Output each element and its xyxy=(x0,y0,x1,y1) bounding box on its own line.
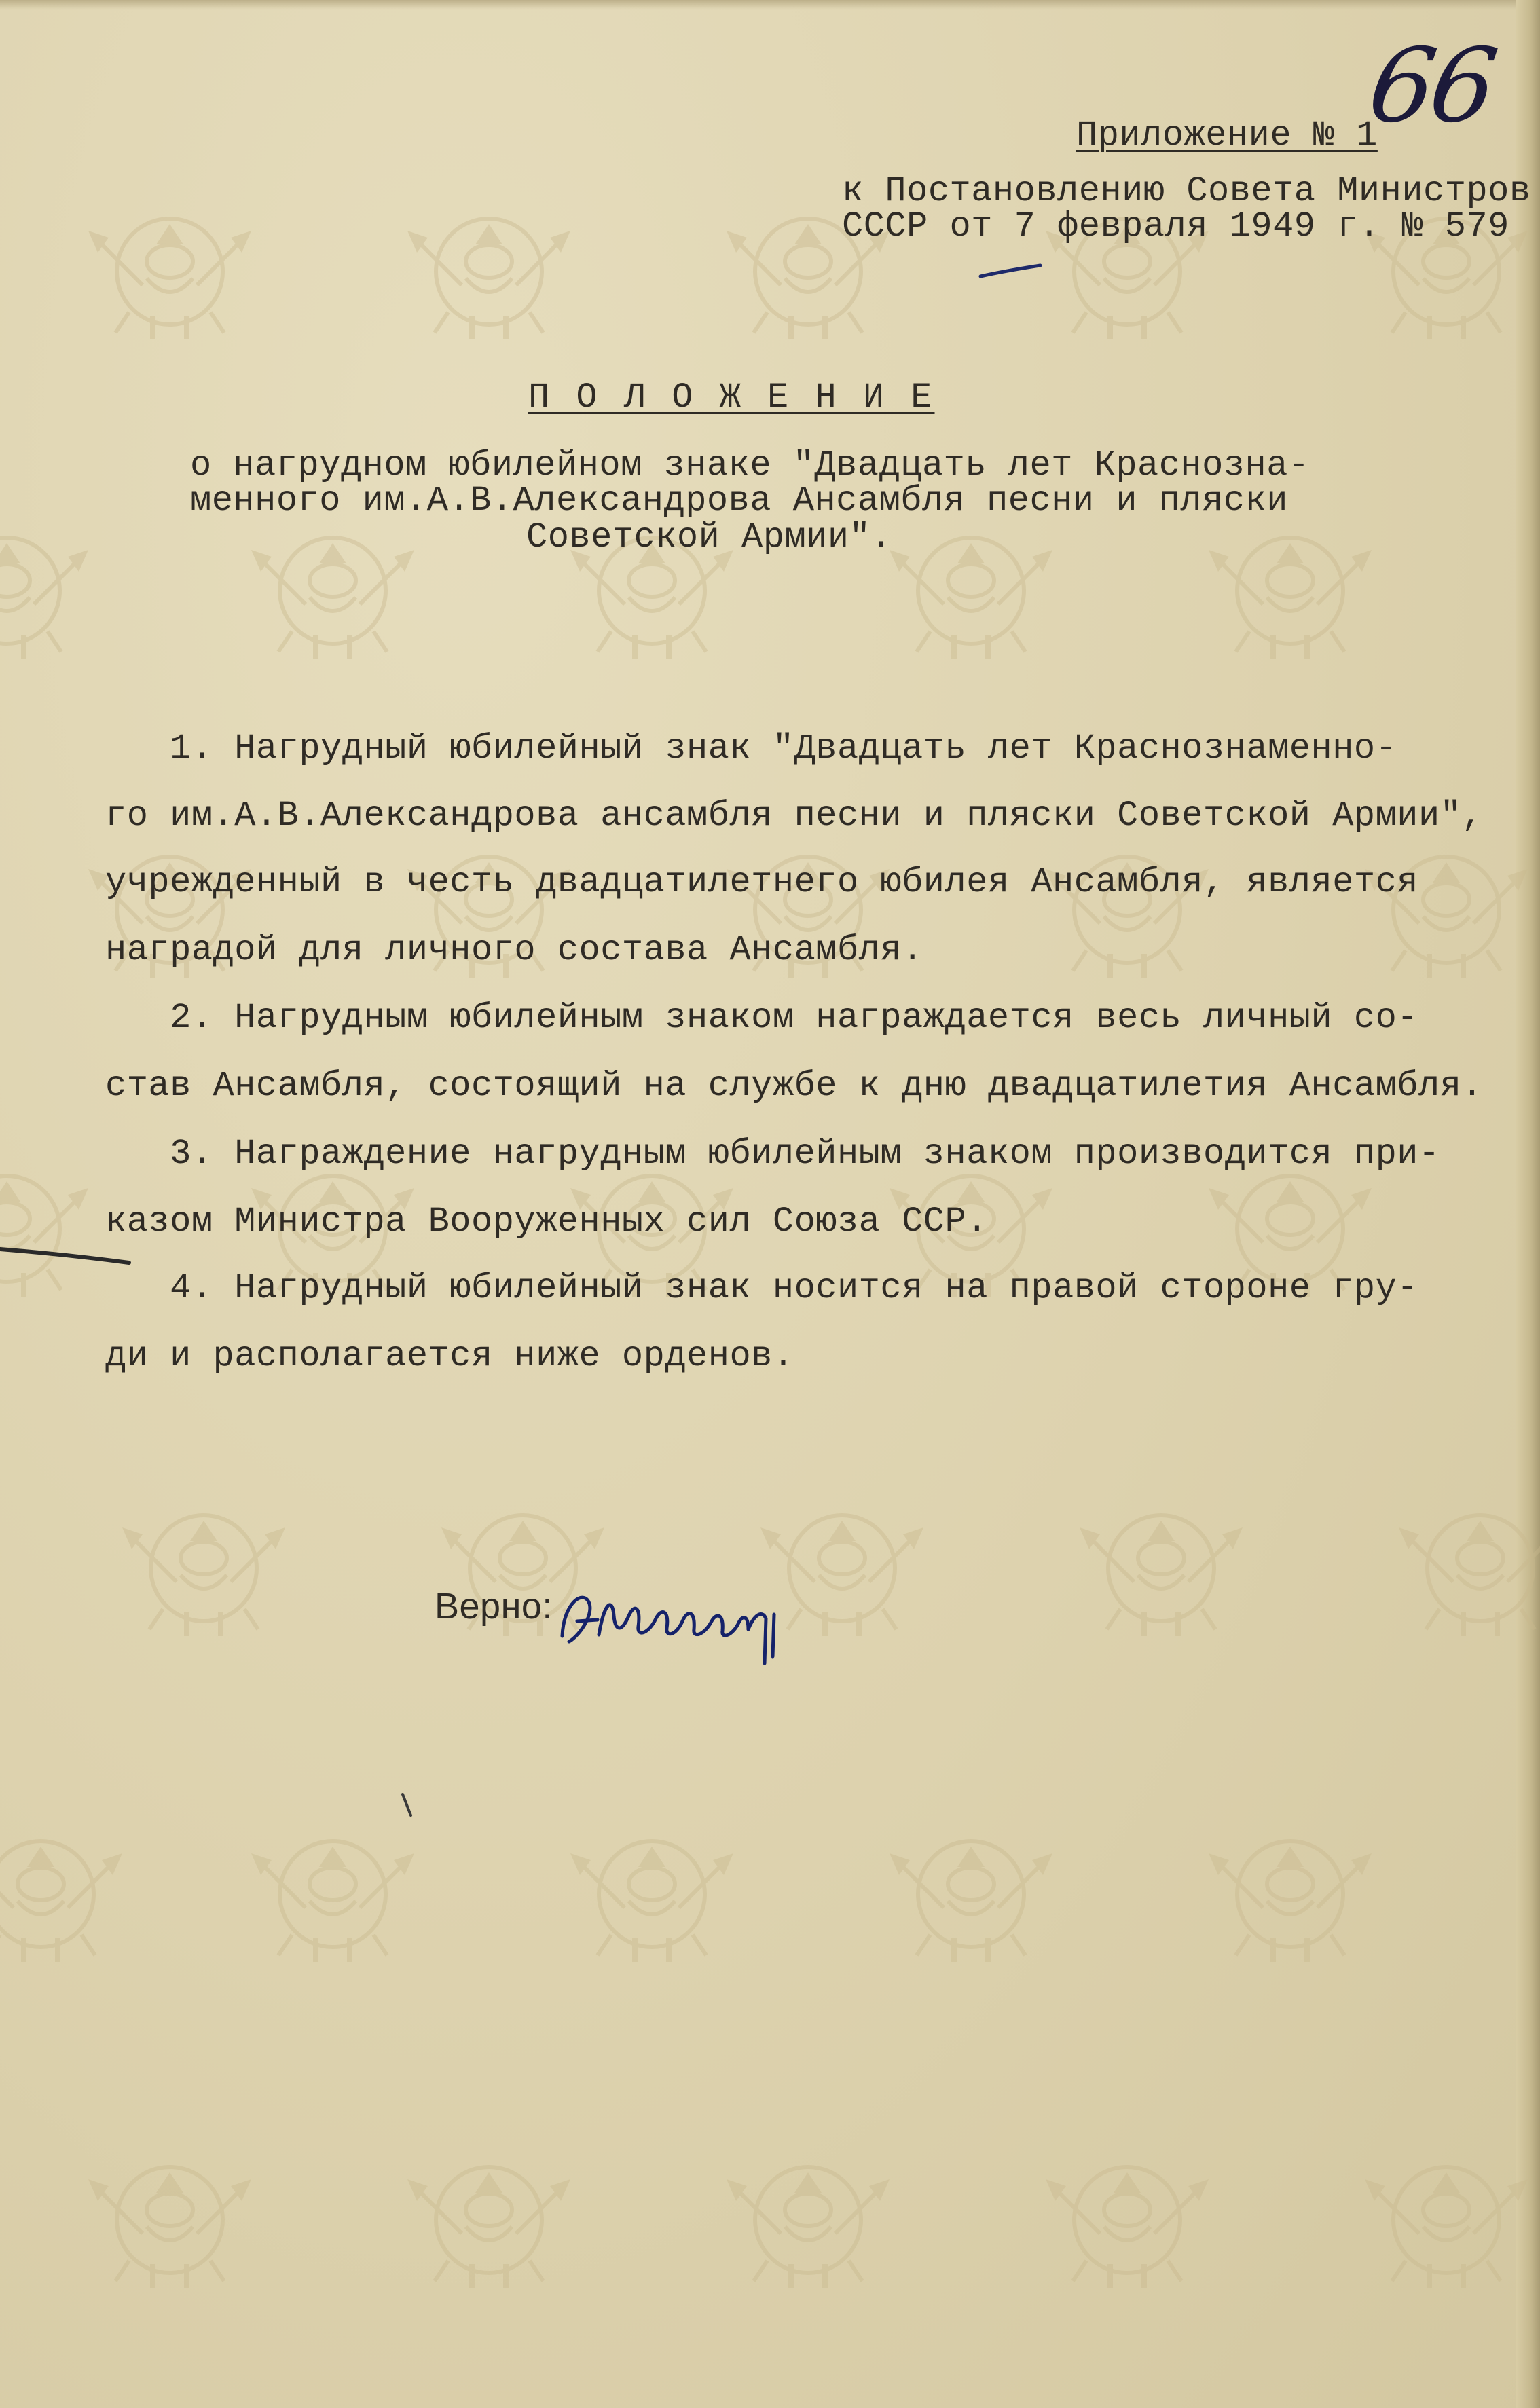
watermark-emblem xyxy=(727,2145,890,2295)
watermark-emblem xyxy=(251,516,414,665)
signature xyxy=(550,1561,794,1684)
watermark-emblem xyxy=(890,516,1052,665)
watermark-emblem xyxy=(0,1819,122,1969)
watermark-emblem xyxy=(0,516,88,665)
folio-number: 66 xyxy=(1361,27,1501,145)
watermark-emblem xyxy=(0,1154,88,1303)
watermark-emblem xyxy=(890,1819,1052,1969)
watermark-emblem xyxy=(1080,1494,1243,1643)
pencil-tick xyxy=(401,1792,414,1819)
watermark-emblem xyxy=(1046,2145,1209,2295)
watermark-emblem xyxy=(88,197,251,346)
watermark-emblem xyxy=(122,1494,285,1643)
watermark-emblem xyxy=(251,1819,414,1969)
watermark-emblem xyxy=(1365,835,1528,984)
body-line-7: 3. Награждение нагрудным юбилейным знаком производится при- xyxy=(105,1134,1440,1174)
decree-line-1: к Постановлению Совета Министров xyxy=(842,171,1531,211)
watermark-emblem xyxy=(570,1819,733,1969)
pen-dash-mark xyxy=(978,261,1046,282)
appendix-label: Приложение № 1 xyxy=(1076,115,1378,155)
body-line-2: го им.А.В.Александрова ансамбля песни и пляски Советской Армии", xyxy=(105,796,1484,836)
body-line-3: учрежденный в честь двадцатилетнего юбилея Ансамбля, является xyxy=(105,862,1419,902)
decree-line-2: СССР от 7 февраля 1949 г. № 579 xyxy=(842,206,1509,246)
watermark-emblem xyxy=(407,197,570,346)
body-line-9: 4. Нагрудный юбилейный знак носится на правой стороне гру- xyxy=(105,1268,1419,1308)
subtitle-line-2: менного им.А.В.Александрова Ансамбля песни и пляски xyxy=(190,481,1288,521)
body-line-8: казом Министра Вооруженных сил Союза ССР. xyxy=(105,1202,988,1242)
watermark-emblem xyxy=(1365,2145,1528,2295)
document-title: П О Л О Ж Е Н И Е xyxy=(528,377,935,418)
body-line-5: 2. Нагрудным юбилейным знаком награждается весь личный со- xyxy=(105,998,1419,1038)
subtitle-line-1: о нагрудном юбилейном знаке "Двадцать лет Краснозна- xyxy=(190,445,1310,485)
subtitle-line-3: Советской Армии". xyxy=(526,517,892,557)
watermark-emblem xyxy=(88,2145,251,2295)
body-line-4: наградой для личного состава Ансамбля. xyxy=(105,930,923,970)
watermark-emblem xyxy=(1399,1494,1540,1643)
watermark-emblem xyxy=(1209,516,1372,665)
watermark-emblem xyxy=(1046,835,1209,984)
watermark-emblem xyxy=(407,2145,570,2295)
margin-pen-stroke xyxy=(0,1242,136,1270)
watermark-emblem xyxy=(1209,1819,1372,1969)
body-line-10: ди и располагается ниже орденов. xyxy=(105,1336,794,1376)
body-line-6: став Ансамбля, состоящий на службе к дню двадцатилетия Ансамбля. xyxy=(105,1066,1484,1106)
body-line-1: 1. Нагрудный юбилейный знак "Двадцать лет Краснознаменно- xyxy=(105,728,1397,768)
certification-label: Верно: xyxy=(435,1586,553,1627)
